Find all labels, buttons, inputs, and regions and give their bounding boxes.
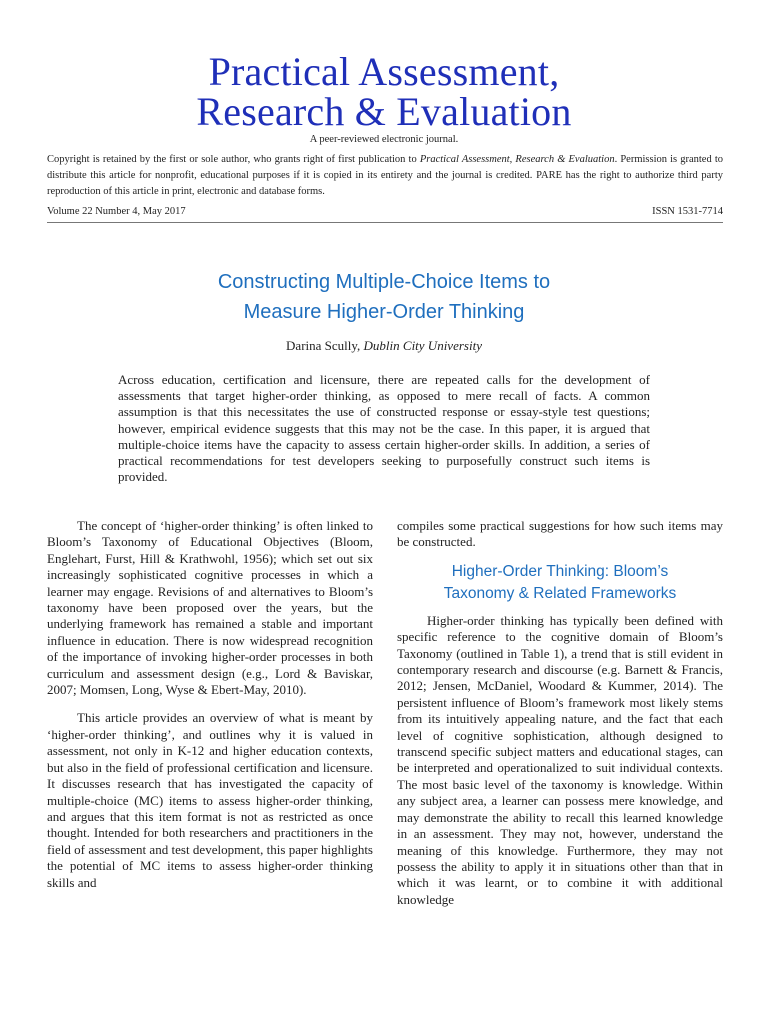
body-paragraph: This article provides an overview of what is meant by ‘higher-order thinking’, and outlines why it is valued in assessment, not only in K-12 and higher education contexts, but also in the field of professional certification and licensure. It discusses research that has investigated the capacity of multiple-choice (MC) items to assess higher-order thinking, and argues that this item format is not as restricted as once thought. Intended for both researchers and practitioners in the field of assessment and test development, this paper highlights the potential of MC items to assess higher-order thinking skills and xyxy=(47,710,373,890)
volume-line xyxy=(47,206,723,220)
abstract: Across education, certification and licensure, there are repeated calls for the development of assessments that target higher-order thinking, as opposed to mere recall of facts. A common assumption is that this necessitates the use of constructed response or essay-style test questions; however, empirical evidence suggests that this may not be the case. In this paper, it is argued that multiple-choice items have the capacity to assess certain higher-order skills. In addition, a series of practical recommendations for test developers seeking to purposefully construct such items is provided. xyxy=(118,372,650,485)
copyright-journal-name: Practical Assessment, Research & Evaluation xyxy=(419,154,615,165)
section-heading-line-1: Higher-Order Thinking: Bloom’s xyxy=(451,562,669,580)
journal-title-line-1: Practical Assessment, xyxy=(208,49,560,94)
volume-info: Volume 22 Number 4, May 2017 xyxy=(47,206,186,217)
author-name: Darina Scully, xyxy=(286,338,361,353)
article-title-line-1: Constructing Multiple-Choice Items to xyxy=(217,271,551,293)
section-heading-line-2: Taxonomy & Related Frameworks xyxy=(443,584,677,602)
body-paragraph: Higher-order thinking has typically been defined with specific reference to the cognitive domain of Bloom’s Taxonomy (outlined in Table 1), a trend that is still evident in contemporary research and discourse (e.g. Barnett & Francis, 2012; Jensen, McDaniel, Woodard & Kummer, 2014). The persistent influence of Bloom’s framework most likely stems from its intuitively appealing nature, and the fact that each level of cognitive sophistication, although designed to transcend specific subject matters and educational stages, can be interpreted and operationalized to suit individual contexts. The most basic level of the taxonomy is knowledge. Within any subject area, a learner can possess mere knowledge, and may demonstrate the ability to recall this learned knowledge in an assessment. They may not, however, understand the meaning of this knowledge. Furthermore, they may not possess the ability to apply it in situations other than that in which it was learnt, or to combine it with additional knowledge xyxy=(397,612,723,907)
header-divider xyxy=(47,222,723,223)
journal-tagline: A peer-reviewed electronic journal. xyxy=(309,134,459,145)
body-column-left xyxy=(47,518,373,891)
article-title-line-2: Measure Higher-Order Thinking xyxy=(243,301,525,323)
copyright-text-part-1: Copyright is retained by the first or sole author, who grants right of first publication to xyxy=(47,154,420,165)
issn: ISSN 1531-7714 xyxy=(652,206,723,217)
journal-title-line-2: Research & Evaluation xyxy=(196,89,572,134)
author-line xyxy=(0,338,768,354)
author-affiliation: Dublin City University xyxy=(363,338,482,353)
copyright-text-part-2: . Permission is granted to distribute this article for nonprofit, educational purposes if it is copied in its entirety and the journal is credited. PARE has the right to authorize third party reproduction of this article in print, electronic and database forms. xyxy=(47,154,723,197)
body-column-right xyxy=(397,518,723,908)
copyright-notice xyxy=(47,152,723,200)
section-heading xyxy=(397,561,723,605)
body-paragraph: compiles some practical suggestions for how such items may be constructed. xyxy=(397,518,723,550)
body-paragraph: The concept of ‘higher-order thinking’ is often linked to Bloom’s Taxonomy of Educational Objectives (Bloom, Englehart, Furst, Hill & Krathwohl, 1956); which set out six increasingly sophisticated cognitive processes in which a learner may engage. Revisions of and alternatives to Bloom’s taxonomy have been proposed over the years, but the underlying framework has remained a stable and important influence in education. There is now widespread recognition of the importance of invoking higher-order processes in both curriculum and assessment design (e.g., Lord & Baviskar, 2007; Momsen, Long, Wyse & Ebert-May, 2010). xyxy=(47,518,373,698)
